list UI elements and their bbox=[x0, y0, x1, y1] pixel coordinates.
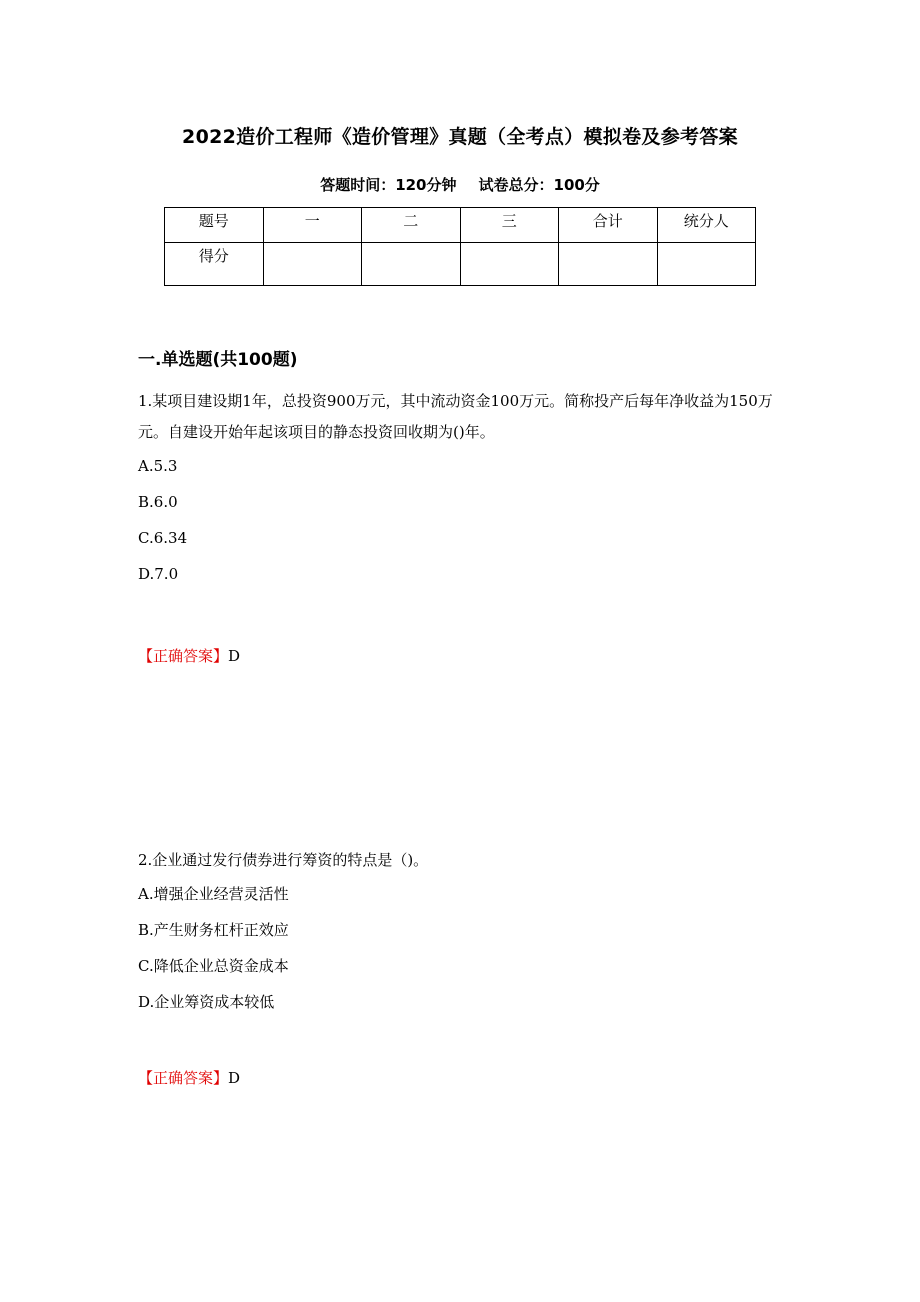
score-cell bbox=[559, 243, 658, 286]
question-option: A.增强企业经营灵活性 bbox=[138, 885, 289, 903]
score-table-header-cell: 合计 bbox=[559, 208, 658, 243]
question-stem: 2.企业通过发行债券进行筹资的特点是（)。 bbox=[138, 851, 429, 869]
answer-1 bbox=[138, 645, 240, 666]
question-option: B.6.0 bbox=[138, 493, 178, 511]
question-2 bbox=[138, 845, 788, 1020]
exam-meta bbox=[0, 174, 920, 195]
score-table-header-cell: 一 bbox=[263, 208, 362, 243]
score-cell bbox=[362, 243, 461, 286]
question-option: B.产生财务杠杆正效应 bbox=[138, 921, 289, 939]
exam-total-score: 试卷总分：100分 bbox=[478, 176, 600, 194]
question-option: D.7.0 bbox=[138, 565, 179, 583]
score-row-label: 得分 bbox=[165, 243, 264, 286]
score-table bbox=[164, 207, 756, 286]
question-stem: 1.某项目建设期1年，总投资900万元，其中流动资金100万元。简称投产后每年净收益为150万元。自建设开始年起该项目的静态投资回收期为()年。 bbox=[138, 392, 773, 441]
answer-label: 【正确答案】 bbox=[138, 647, 229, 665]
score-cell bbox=[460, 243, 559, 286]
question-1 bbox=[138, 386, 788, 592]
document-title: 2022造价工程师《造价管理》真题（全考点）模拟卷及参考答案 bbox=[182, 126, 738, 148]
score-cell bbox=[657, 243, 756, 286]
answer-label: 【正确答案】 bbox=[138, 1069, 229, 1087]
score-table-header-cell: 二 bbox=[362, 208, 461, 243]
question-option: A.5.3 bbox=[138, 457, 178, 475]
score-table-header-cell: 三 bbox=[460, 208, 559, 243]
score-table-row bbox=[165, 243, 756, 286]
question-option: C.降低企业总资金成本 bbox=[138, 957, 289, 975]
exam-time: 答题时间：120分钟 bbox=[320, 176, 457, 194]
section-title: 一.单选题(共100题) bbox=[138, 350, 298, 370]
question-option: C.6.34 bbox=[138, 529, 188, 547]
score-cell bbox=[263, 243, 362, 286]
answer-2 bbox=[138, 1067, 240, 1088]
score-table-header-row bbox=[165, 208, 756, 243]
score-table-header-cell: 统分人 bbox=[657, 208, 756, 243]
answer-value: D bbox=[228, 647, 241, 665]
answer-value: D bbox=[228, 1069, 241, 1087]
score-table-header-cell: 题号 bbox=[165, 208, 264, 243]
question-option: D.企业筹资成本较低 bbox=[138, 993, 275, 1011]
